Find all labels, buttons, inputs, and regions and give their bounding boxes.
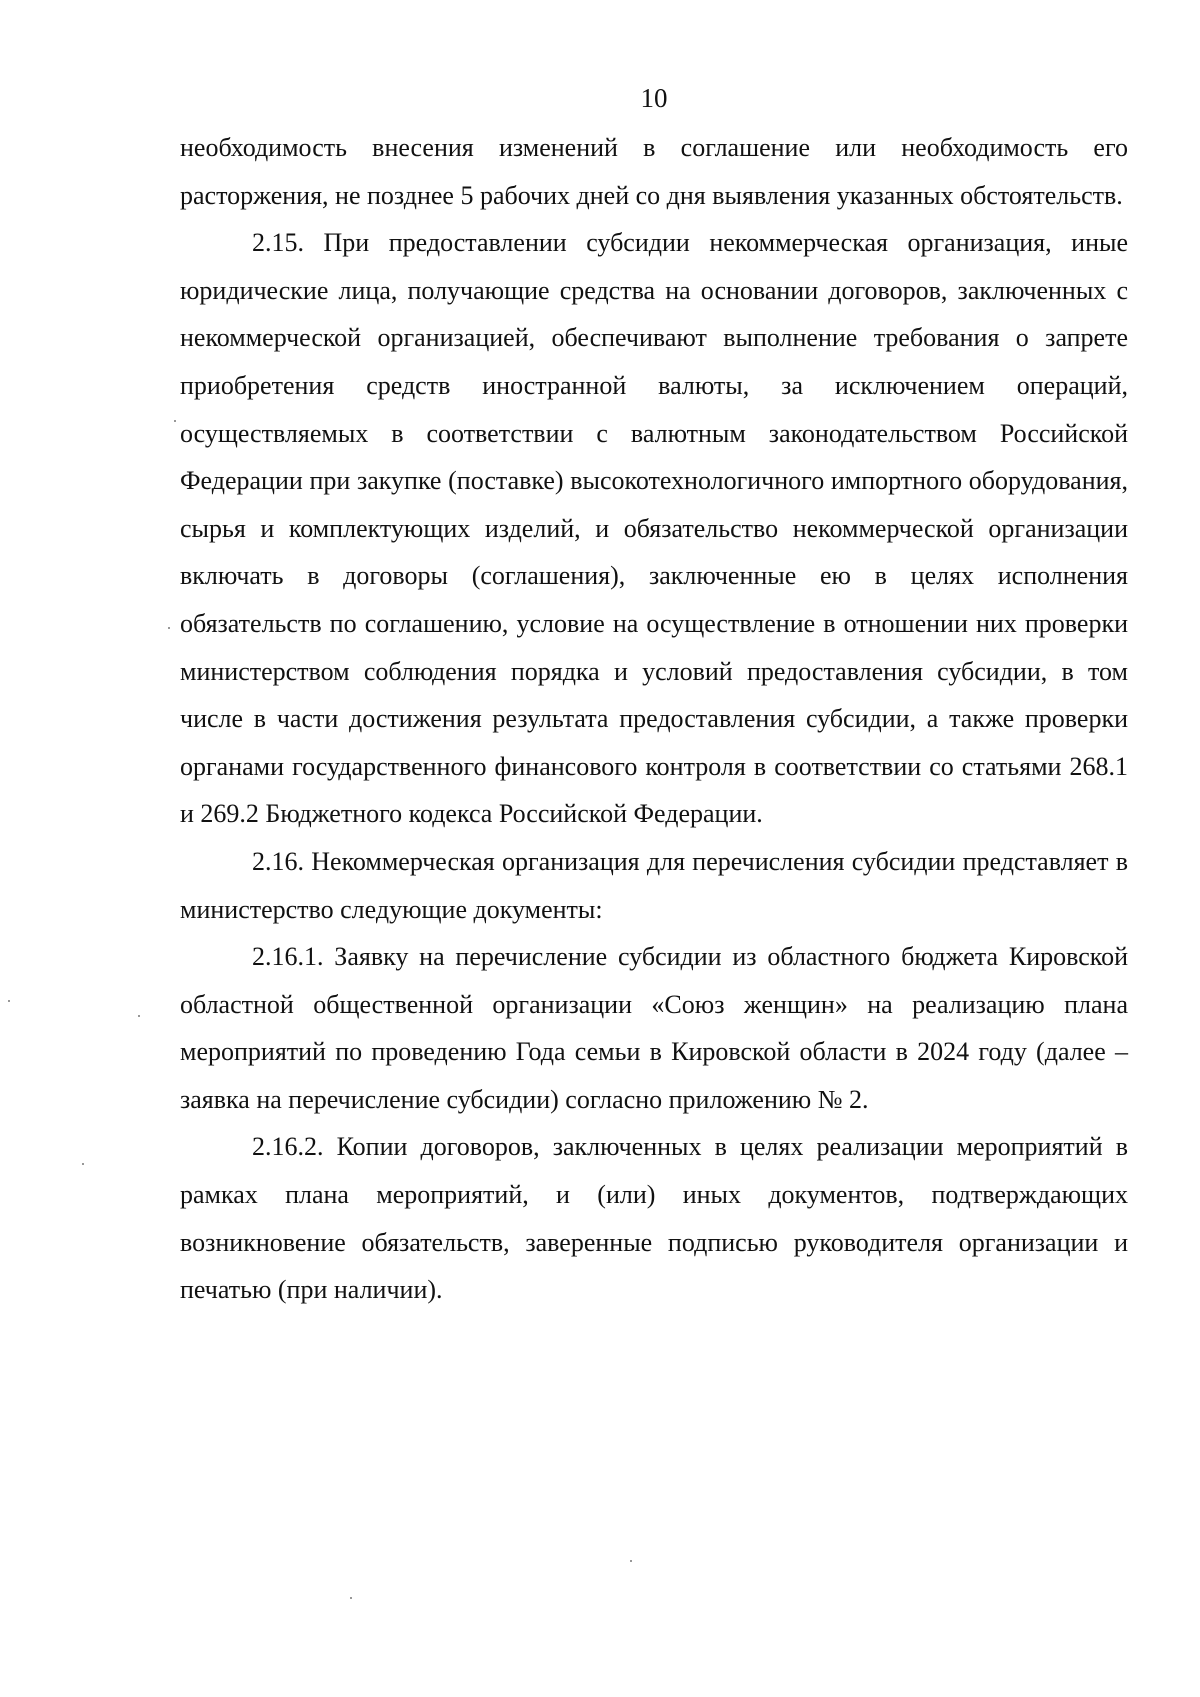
scan-speck: [138, 1015, 140, 1017]
scan-speck: [168, 627, 170, 629]
paragraph-2-15: 2.15. При предоставлении субсидии некоммерческая организация, иные юридические лица, получающие средства на основании договоров, заключенных с некоммерческой организацией, обеспечивают выполнение требования о запрете приобретения средств иностранной валюты, за исключением операций, осуществляемых в соответствии с валютным законодательством Российской Федерации при закупке (поставке) высокотехнологичного импортного оборудования, сырья и комплектующих изделий, и обязательство некоммерческой организации включать в договоры (соглашения), заключенные ею в целях исполнения обязательств по соглашению, условие на осуществление в отношении них проверки министерством соблюдения порядка и условий предоставления субсидии, в том числе в части достижения результата предоставления субсидии, а также проверки органами государственного финансового контроля в соответствии со статьями 268.1 и 269.2 Бюджетного кодекса Российской Федерации.: [180, 228, 1128, 829]
paragraph-continuation: необходимость внесения изменений в соглашение или необходимость его расторжения, не позднее 5 рабочих дней со дня выявления указанных обстоятельств.: [180, 133, 1128, 210]
paragraph-2-16: 2.16. Некоммерческая организация для перечисления субсидии представляет в министерство следующие документы:: [180, 846, 1128, 924]
scan-speck: [350, 1597, 352, 1599]
paragraph-2-16-1: 2.16.1. Заявку на перечисление субсидии из областного бюджета Кировской областной общественной организации «Союз женщин» на реализацию плана мероприятий по проведению Года семьи в Кировской области в 2024 году (далее – заявка на перечисление субсидии) согласно приложению № 2.: [180, 942, 1128, 1114]
page-number: 10: [640, 83, 668, 113]
scan-speck: [630, 1560, 632, 1562]
document-body: [180, 124, 1128, 1314]
scan-speck: [174, 420, 176, 422]
scan-speck: [82, 1163, 84, 1165]
scan-speck: [8, 1000, 10, 1002]
paragraph-2-16-2: 2.16.2. Копии договоров, заключенных в целях реализации мероприятий в рамках плана мероприятий, и (или) иных документов, подтверждающих возникновение обязательств, заверенные подписью руководителя организации и печатью (при наличии).: [180, 1132, 1128, 1305]
